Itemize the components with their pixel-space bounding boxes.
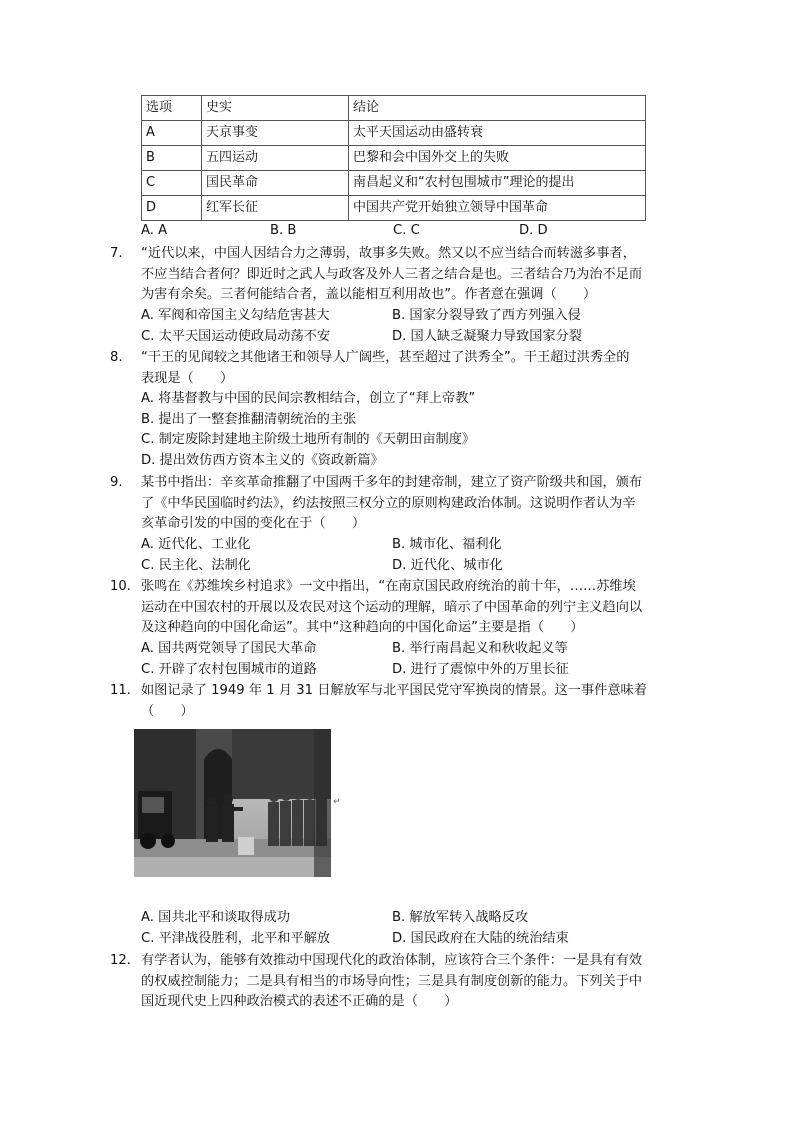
table-cell: 巴黎和会中国外交上的失败 [349,146,646,171]
stem-line: 了《中华民国临时约法》，约法按照三权分立的原则构建政治体制。这说明作者认为辛 [141,495,636,511]
stem-line: 张鸣在《苏维埃乡村追求》一文中指出，“在南京国民政府统治的前十年，……苏维埃 [141,579,636,594]
paragraph-mark-icon: ↵ [333,797,341,807]
question-number: 10. [110,579,131,594]
option-c[interactable]: C. 平津战役胜利，北平和平解放 [141,930,331,946]
table-cell: 国民革命 [202,171,349,196]
option-a[interactable]: A. 军阀和帝国主义勾结危害甚大 [141,308,330,323]
option-b[interactable]: B. 提出了一整套推翻清朝统治的主张 [141,411,357,427]
option-c[interactable]: C. 开辟了农村包围城市的道路 [141,661,317,677]
table-cell: 太平天国运动由盛转衰 [349,121,646,146]
table-cell: 天京事变 [202,121,349,146]
question-stem [141,244,676,306]
option-c[interactable]: C. 制定废除封建地主阶级土地所有制的《天朝田亩制度》 [141,432,476,447]
table-cell: 五四运动 [202,146,349,171]
stem-line: 某书中指出：辛亥革命推翻了中国两千多年的封建帝制，建立了资产阶级共和国，颁布 [141,475,643,490]
table-cell: C [142,171,202,196]
table-row [142,121,646,146]
stem-line: 及这种趋向的中国化命运”。其中“这种趋向的中国化命运”主要是指（ ） [141,620,584,636]
option-b[interactable]: B. 解放军转入战略反攻 [392,910,529,925]
stem-line: 的权威控制能力；二是具有相当的市场导向性；三是具有制度创新的能力。下列关于中 [141,973,643,989]
table-row [142,146,646,171]
question-stem [141,577,676,639]
question-number: 7. [110,246,123,261]
stem-line: （ ） [141,703,194,719]
option-d[interactable]: D. 国人缺乏凝聚力导致国家分裂 [392,328,582,344]
stem-line: “干王的见闻较之其他诸王和领导人广阔些，甚至超过了洪秀全”。干王超过洪秀全的 [141,350,630,365]
option-b[interactable]: B. 城市化、福利化 [392,537,502,552]
q6-option-a[interactable]: A. A [141,223,168,238]
option-a[interactable]: A. 国共两党领导了国民大革命 [141,641,317,656]
q6-option-d[interactable]: D. D [519,223,548,238]
question-number: 11. [110,683,131,698]
question-stem [141,951,676,1013]
table-cell: D [142,196,202,221]
q6-option-c[interactable]: C. C [393,223,420,238]
answer-options [141,306,676,347]
table-header-cell: 史实 [202,96,349,121]
table-header-row [142,96,646,121]
photo-illustration [134,729,331,877]
option-b[interactable]: B. 举行南昌起义和秋收起义等 [392,641,568,656]
option-d[interactable]: D. 国民政府在大陆的统治结束 [392,930,569,946]
options-table [141,95,646,221]
question-stem [141,348,676,389]
table-row [142,196,646,221]
historical-photo [134,729,331,877]
question-number: 12. [110,953,131,968]
stem-line: 如图记录了 1949 年 1 月 31 日解放军与北平国民党守军换岗的情景。这一事件意味着 [141,683,647,698]
option-d[interactable]: D. 提出效仿西方资本主义的《资政新篇》 [141,452,384,468]
answer-options [141,535,676,576]
option-a[interactable]: A. 国共北平和谈取得成功 [141,910,291,925]
option-a[interactable]: A. 将基督教与中国的民间宗教相结合，创立了“拜上帝教” [141,391,476,406]
stem-line: 运动在中国农村的开展以及农民对这个运动的理解，暗示了中国革命的列宁主义趋向以 [141,599,643,615]
stem-line: 有学者认为，能够有效推动中国现代化的政治体制，应该符合三个条件：一是具有有效 [141,953,643,968]
question-stem [141,473,676,535]
question-number: 9. [110,475,123,490]
table-header-cell: 结论 [349,96,646,121]
stem-line: 亥革命引发的中国的变化在于（ ） [141,516,366,532]
answer-options [141,908,676,949]
question-number: 8. [110,350,123,365]
table-cell: 南昌起义和“农村包围城市”理论的提出 [349,171,646,196]
option-c[interactable]: C. 太平天国运动使政局动荡不安 [141,328,331,344]
table-cell: A [142,121,202,146]
stem-line: 国近现代史上四种政治模式的表述不正确的是（ ） [141,994,458,1010]
option-d[interactable]: D. 近代化、城市化 [392,557,503,573]
table-header-cell: 选项 [142,96,202,121]
stem-line: “近代以来，中国人因结合力之薄弱，故事多失败。然又以不应当结合而转滋多事者， [141,246,636,261]
answer-options [141,639,676,680]
stem-line: 为害有余矣。三者何能结合者，盖以能相互利用故也”。作者意在强调（ ） [141,287,597,303]
stem-line: 表现是（ ） [141,370,234,386]
table-cell: B [142,146,202,171]
table-cell: 中国共产党开始独立领导中国革命 [349,196,646,221]
stem-line: 不应当结合者何？即近时之武人与政客及外人三者之结合是也。三者结合乃为治不足而 [141,266,643,282]
q6-option-b[interactable]: B. B [270,223,297,238]
option-a[interactable]: A. 近代化、工业化 [141,537,251,552]
answer-options [141,389,676,471]
question-stem [141,681,676,722]
table-row [142,171,646,196]
option-d[interactable]: D. 进行了震惊中外的万里长征 [392,661,569,677]
table-cell: 红军长征 [202,196,349,221]
option-b[interactable]: B. 国家分裂导致了西方列强入侵 [392,308,581,323]
option-c[interactable]: C. 民主化、法制化 [141,557,251,573]
